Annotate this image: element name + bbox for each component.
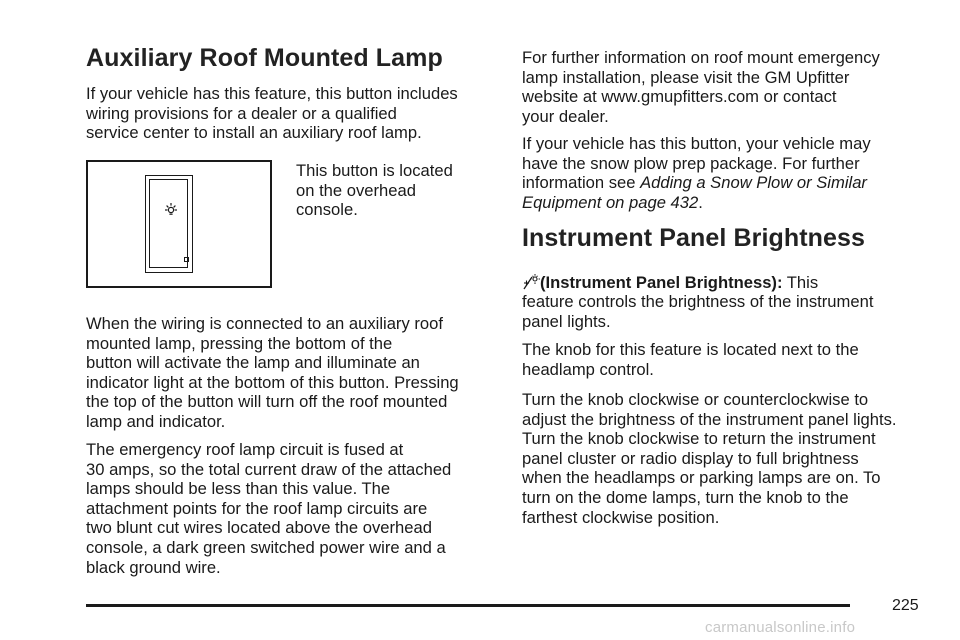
roof-lamp-button-figure bbox=[86, 160, 272, 288]
instrument-panel-brightness-icon bbox=[522, 273, 540, 291]
intro-paragraph: If your vehicle has this feature, this button includes wiring provisions for a dealer or a qualified service center to install an auxiliary roof lamp. bbox=[86, 84, 458, 143]
further-info-paragraph: For further information on roof mount emergency lamp installation, please visit the GM Upfitter website at www.gmupfitters.com or contact your dealer. bbox=[522, 48, 880, 126]
ipb-intro-line: (Instrument Panel Brightness): This bbox=[522, 273, 818, 293]
roof-lamp-switch-illustration bbox=[145, 175, 193, 273]
fuse-paragraph: The emergency roof lamp circuit is fused at 30 amps, so the total current draw of the attached lamps should be less than this value. The attachment points for the roof lamp circuits are two blunt cut wires located above the overhead console, a dark green switched power wire and a black ground wire. bbox=[86, 440, 452, 577]
footer-rule bbox=[86, 604, 850, 607]
figure-caption: This button is located on the overhead console. bbox=[296, 161, 453, 220]
snow-plow-page-reference: Equipment on page 432 bbox=[522, 192, 699, 212]
heading-instrument-panel-brightness: Instrument Panel Brightness bbox=[522, 224, 866, 252]
turn-knob-paragraph: Turn the knob clockwise or counterclockwise to adjust the brightness of the instrument panel lights. Turn the knob clockwise to return the instrument panel cluster or radio display to full brightness when the headlamps or parking lamps are on. To turn on the dome lamps, turn the knob to the farthest clockwise position. bbox=[522, 390, 897, 527]
indicator-light-icon bbox=[184, 257, 189, 262]
heading-auxiliary-roof-lamp: Auxiliary Roof Mounted Lamp bbox=[86, 44, 443, 72]
ipb-description: feature controls the brightness of the instrument panel lights. bbox=[522, 292, 874, 331]
knob-location-paragraph: The knob for this feature is located next to the headlamp control. bbox=[522, 340, 859, 379]
ipb-label: (Instrument Panel Brightness): bbox=[540, 273, 783, 292]
roof-lamp-icon bbox=[164, 202, 178, 216]
page-number: 225 bbox=[892, 597, 919, 614]
snow-plow-paragraph: If your vehicle has this button, your vehicle may have the snow plow prep package. For further information see Adding a Snow Plow or Similar Equipment on page 432. bbox=[522, 134, 871, 212]
snow-plow-cross-reference: Adding a Snow Plow or Similar bbox=[640, 173, 867, 193]
wiring-paragraph: When the wiring is connected to an auxiliary roof mounted lamp, pressing the bottom of the button will activate the lamp and illuminate an indicator light at the bottom of this button. Pressing the top of the button will turn off the roof mounted lamp and indicator. bbox=[86, 314, 459, 431]
watermark: carmanualsonline.info bbox=[705, 619, 856, 636]
